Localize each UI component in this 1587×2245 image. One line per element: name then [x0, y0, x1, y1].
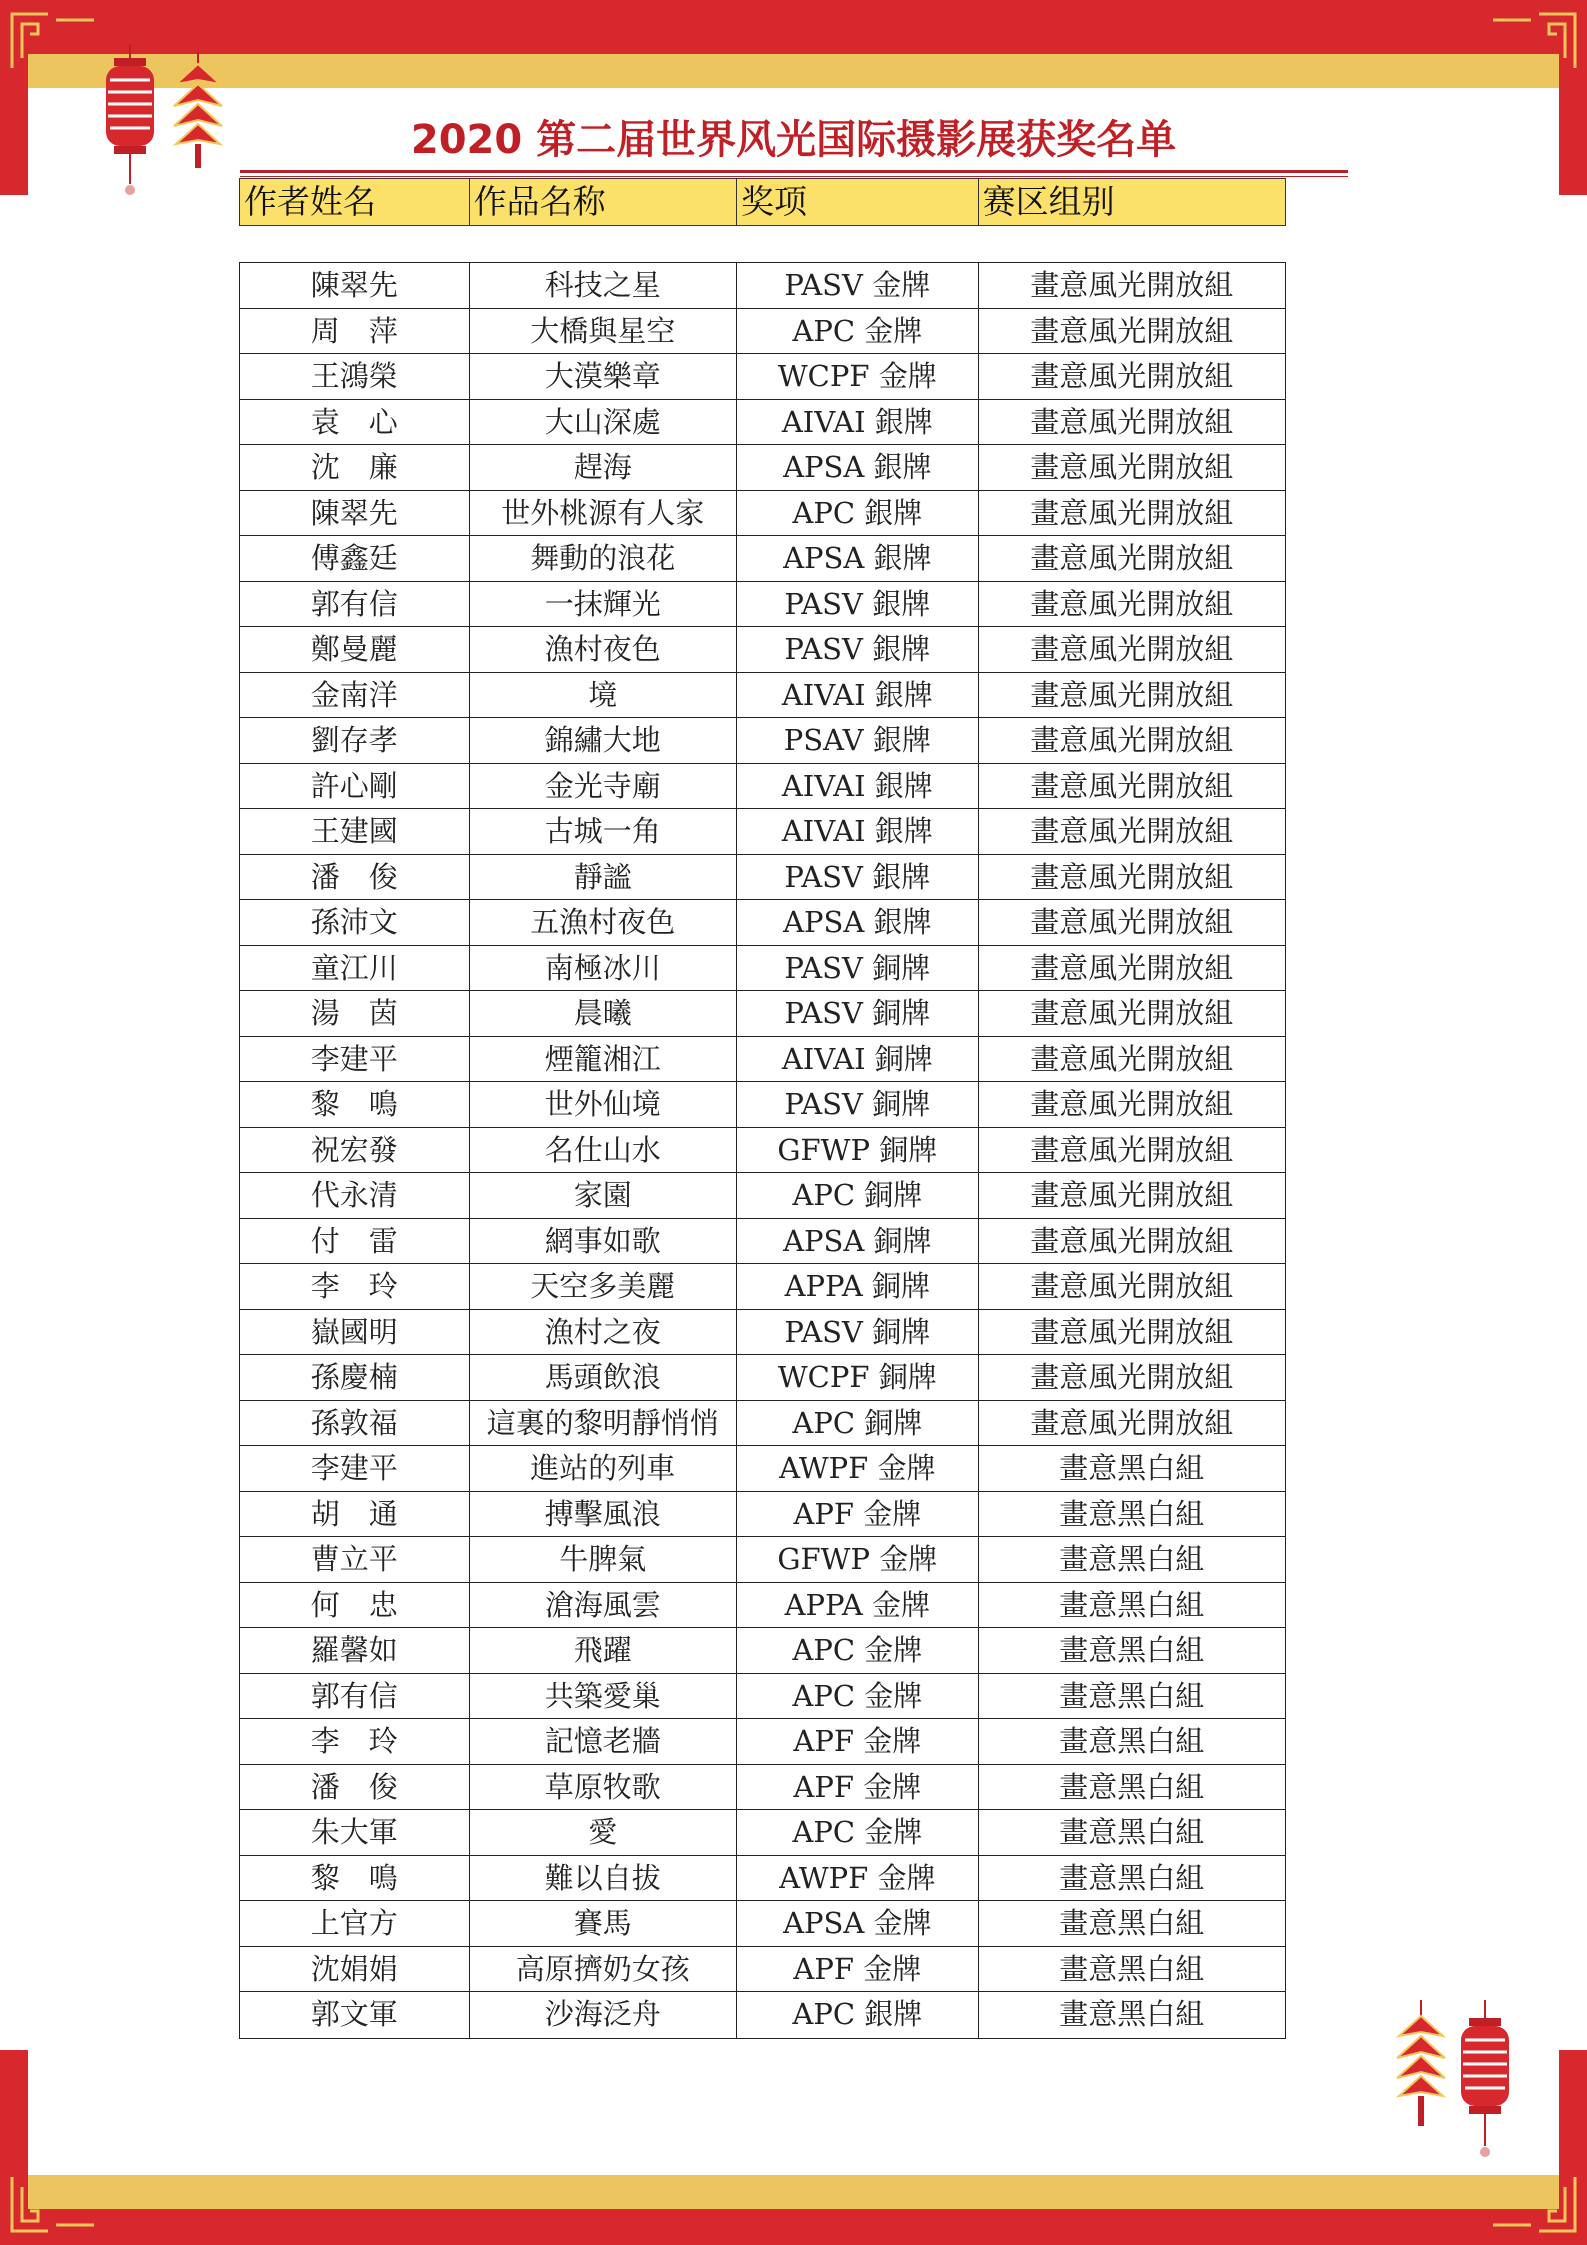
group-cell: 畫意風光開放組: [979, 1082, 1285, 1128]
work-cell: 世外仙境: [470, 1082, 737, 1128]
author-cell: 黎 鳴: [240, 1856, 470, 1902]
group-cell: 畫意黑白組: [979, 1583, 1285, 1629]
work-cell: 名仕山水: [470, 1128, 737, 1174]
author-cell: 黎 鳴: [240, 1082, 470, 1128]
work-cell: 趕海: [470, 445, 737, 491]
author-cell: 沈 廉: [240, 445, 470, 491]
work-cell: 漁村之夜: [470, 1310, 737, 1356]
table-row: [240, 1765, 1285, 1811]
group-cell: 畫意風光開放組: [979, 491, 1285, 537]
author-cell: 孫敦福: [240, 1401, 470, 1447]
award-cell: APC 銀牌: [737, 1992, 979, 2038]
table-row: [240, 1492, 1285, 1538]
author-cell: 潘 俊: [240, 855, 470, 901]
author-cell: 陳翠先: [240, 263, 470, 309]
table-row: [240, 1856, 1285, 1902]
author-cell: 上官方: [240, 1901, 470, 1947]
award-cell: APF 金牌: [737, 1765, 979, 1811]
group-cell: 畫意風光開放組: [979, 809, 1285, 855]
corner-pattern-top-right-icon: [1489, 8, 1579, 78]
work-cell: 牛脾氣: [470, 1537, 737, 1583]
author-cell: 童江川: [240, 946, 470, 992]
work-cell: 草原牧歌: [470, 1765, 737, 1811]
award-cell: APF 金牌: [737, 1492, 979, 1538]
author-cell: 郭文軍: [240, 1992, 470, 2038]
group-cell: 畫意黑白組: [979, 1810, 1285, 1856]
award-cell: APC 金牌: [737, 1674, 979, 1720]
award-cell: PASV 銀牌: [737, 855, 979, 901]
group-cell: 畫意風光開放組: [979, 718, 1285, 764]
table-row: [240, 1310, 1285, 1356]
group-cell: 畫意風光開放組: [979, 991, 1285, 1037]
table-row: [240, 1810, 1285, 1856]
work-cell: 大山深處: [470, 400, 737, 446]
award-cell: APC 金牌: [737, 1628, 979, 1674]
author-cell: 王建國: [240, 809, 470, 855]
table-row: [240, 1355, 1285, 1401]
work-cell: 網事如歌: [470, 1219, 737, 1265]
corner-pattern-bottom-right-icon: [1489, 2167, 1579, 2237]
author-cell: 沈娟娟: [240, 1947, 470, 1993]
author-cell: 傅鑫廷: [240, 536, 470, 582]
table-row: [240, 354, 1285, 400]
table-header: [239, 178, 1286, 226]
author-cell: 李 玲: [240, 1264, 470, 1310]
work-cell: 舞動的浪花: [470, 536, 737, 582]
author-cell: 金南洋: [240, 673, 470, 719]
author-cell: 付 雷: [240, 1219, 470, 1265]
author-cell: 何 忠: [240, 1583, 470, 1629]
award-cell: GFWP 金牌: [737, 1537, 979, 1583]
award-cell: PASV 銅牌: [737, 1310, 979, 1356]
group-cell: 畫意風光開放組: [979, 1219, 1285, 1265]
table-row: [240, 1537, 1285, 1583]
table-row: [240, 1992, 1285, 2038]
group-cell: 畫意風光開放組: [979, 1128, 1285, 1174]
award-cell: PASV 銀牌: [737, 582, 979, 628]
title-underline-thin: [240, 176, 1348, 177]
group-cell: 畫意黑白組: [979, 1765, 1285, 1811]
award-cell: APPA 銅牌: [737, 1264, 979, 1310]
table-row: [240, 1901, 1285, 1947]
author-cell: 代永清: [240, 1173, 470, 1219]
work-cell: 記憶老牆: [470, 1719, 737, 1765]
group-cell: 畫意黑白組: [979, 1856, 1285, 1902]
header-group: 赛区组别: [982, 182, 1115, 221]
group-cell: 畫意黑白組: [979, 1901, 1285, 1947]
work-cell: 金光寺廟: [470, 764, 737, 810]
author-cell: 王鴻榮: [240, 354, 470, 400]
group-cell: 畫意風光開放組: [979, 1173, 1285, 1219]
group-cell: 畫意風光開放組: [979, 1355, 1285, 1401]
work-cell: 五漁村夜色: [470, 900, 737, 946]
author-cell: 李建平: [240, 1037, 470, 1083]
work-cell: 靜謐: [470, 855, 737, 901]
table-row: [240, 764, 1285, 810]
table-row: [240, 1173, 1285, 1219]
table-row: [240, 1082, 1285, 1128]
lantern-decoration-bottom-icon: [1387, 2000, 1517, 2175]
work-cell: 一抹輝光: [470, 582, 737, 628]
author-cell: 陳翠先: [240, 491, 470, 537]
award-cell: APC 銀牌: [737, 491, 979, 537]
group-cell: 畫意風光開放組: [979, 309, 1285, 355]
table-row: [240, 1719, 1285, 1765]
group-cell: 畫意風光開放組: [979, 627, 1285, 673]
work-cell: 家園: [470, 1173, 737, 1219]
award-cell: APC 金牌: [737, 1810, 979, 1856]
group-cell: 畫意風光開放組: [979, 354, 1285, 400]
work-cell: 進站的列車: [470, 1446, 737, 1492]
award-cell: APSA 銅牌: [737, 1219, 979, 1265]
award-cell: APPA 金牌: [737, 1583, 979, 1629]
corner-pattern-bottom-left-icon: [8, 2167, 98, 2237]
work-cell: 天空多美麗: [470, 1264, 737, 1310]
group-cell: 畫意黑白組: [979, 1947, 1285, 1993]
group-cell: 畫意黑白組: [979, 1492, 1285, 1538]
table-row: [240, 900, 1285, 946]
group-cell: 畫意風光開放組: [979, 582, 1285, 628]
frame-top-gold-band: [0, 54, 1587, 88]
award-cell: APC 銅牌: [737, 1401, 979, 1447]
work-cell: 境: [470, 673, 737, 719]
table-row: [240, 263, 1285, 309]
author-cell: 曹立平: [240, 1537, 470, 1583]
award-cell: GFWP 銅牌: [737, 1128, 979, 1174]
work-cell: 滄海風雲: [470, 1583, 737, 1629]
work-cell: 共築愛巢: [470, 1674, 737, 1720]
group-cell: 畫意黑白組: [979, 1719, 1285, 1765]
work-cell: 煙籠湘江: [470, 1037, 737, 1083]
table-row: [240, 1264, 1285, 1310]
work-cell: 難以自拔: [470, 1856, 737, 1902]
group-cell: 畫意風光開放組: [979, 263, 1285, 309]
table-row: [240, 991, 1285, 1037]
author-cell: 劉存孝: [240, 718, 470, 764]
group-cell: 畫意黑白組: [1059, 1997, 1205, 2031]
author-cell: 郭有信: [240, 1674, 470, 1720]
group-cell: 畫意風光開放組: [979, 855, 1285, 901]
group-cell: 畫意黑白組: [979, 1674, 1285, 1720]
award-cell: AIVAI 銀牌: [737, 673, 979, 719]
table-row: [240, 1128, 1285, 1174]
table-row: [240, 1947, 1285, 1993]
table-row: [240, 309, 1285, 355]
author-cell: 郭有信: [240, 582, 470, 628]
award-cell: APF 金牌: [737, 1947, 979, 1993]
group-cell: 畫意黑白組: [979, 1446, 1285, 1492]
corner-pattern-top-left-icon: [8, 8, 98, 78]
author-cell: 羅馨如: [240, 1628, 470, 1674]
group-cell: 畫意風光開放組: [979, 1310, 1285, 1356]
award-cell: AIVAI 銀牌: [737, 400, 979, 446]
work-cell: 賽馬: [470, 1901, 737, 1947]
work-cell: 愛: [470, 1810, 737, 1856]
author-cell: 李 玲: [240, 1719, 470, 1765]
frame-bottom-gold-band: [0, 2175, 1587, 2209]
author-cell: 孫慶楠: [240, 1355, 470, 1401]
work-cell: 大橋與星空: [470, 309, 737, 355]
group-cell: 畫意風光開放組: [979, 400, 1285, 446]
table-row: [240, 491, 1285, 537]
awards-table: [239, 262, 1286, 2039]
award-cell: WCPF 銅牌: [737, 1355, 979, 1401]
group-cell: 畫意風光開放組: [979, 900, 1285, 946]
award-cell: AWPF 金牌: [737, 1446, 979, 1492]
table-row: [240, 400, 1285, 446]
table-row: [240, 946, 1285, 992]
award-cell: PASV 銅牌: [737, 946, 979, 992]
frame-top-red-band: [0, 0, 1587, 54]
table-row: [240, 1628, 1285, 1674]
table-row: [240, 1583, 1285, 1629]
table-row: [240, 1446, 1285, 1492]
award-cell: AIVAI 銀牌: [737, 764, 979, 810]
group-cell: 畫意風光開放組: [979, 673, 1285, 719]
author-cell: 許心剛: [240, 764, 470, 810]
group-cell: 畫意風光開放組: [979, 1264, 1285, 1310]
group-cell: 畫意風光開放組: [979, 764, 1285, 810]
work-cell: 漁村夜色: [470, 627, 737, 673]
work-cell: 古城一角: [470, 809, 737, 855]
work-cell: 晨曦: [470, 991, 737, 1037]
work-cell: 高原擠奶女孩: [470, 1947, 737, 1993]
author-cell: 潘 俊: [240, 1765, 470, 1811]
award-cell: WCPF 金牌: [737, 354, 979, 400]
table-row: [240, 1219, 1285, 1265]
author-cell: 周 萍: [240, 309, 470, 355]
award-cell: AIVAI 銅牌: [737, 1037, 979, 1083]
header-award: 奖项: [737, 179, 979, 225]
award-cell: APSA 金牌: [737, 1901, 979, 1947]
table-row: [240, 1037, 1285, 1083]
work-cell: 這裏的黎明靜悄悄: [470, 1401, 737, 1447]
header-work: 作品名称: [470, 179, 737, 225]
author-cell: 朱大軍: [240, 1810, 470, 1856]
header-author: 作者姓名: [240, 179, 470, 225]
award-cell: PASV 銅牌: [737, 1082, 979, 1128]
table-row: [240, 1401, 1285, 1447]
work-cell: 大漠樂章: [470, 354, 737, 400]
author-cell: 祝宏發: [240, 1128, 470, 1174]
award-cell: PSAV 銀牌: [737, 718, 979, 764]
table-row: [240, 536, 1285, 582]
group-cell: 畫意黑白組: [979, 1537, 1285, 1583]
award-cell: APF 金牌: [737, 1719, 979, 1765]
table-row: [240, 582, 1285, 628]
table-row: [240, 673, 1285, 719]
work-cell: 馬頭飲浪: [470, 1355, 737, 1401]
work-cell: 搏擊風浪: [470, 1492, 737, 1538]
author-cell: 胡 通: [240, 1492, 470, 1538]
award-cell: APSA 銀牌: [737, 900, 979, 946]
author-cell: 湯 茵: [240, 991, 470, 1037]
group-cell: 畫意風光開放組: [979, 445, 1285, 491]
table-row: [240, 855, 1285, 901]
table-row: [240, 718, 1285, 764]
award-cell: APSA 銀牌: [737, 536, 979, 582]
work-cell: 南極冰川: [470, 946, 737, 992]
award-cell: AIVAI 銀牌: [737, 809, 979, 855]
award-cell: APC 金牌: [737, 309, 979, 355]
work-cell: 科技之星: [470, 263, 737, 309]
group-cell: 畫意風光開放組: [979, 536, 1285, 582]
table-row: [240, 1674, 1285, 1720]
work-cell: 世外桃源有人家: [470, 491, 737, 537]
award-cell: APC 銅牌: [737, 1173, 979, 1219]
author-cell: 李建平: [240, 1446, 470, 1492]
title-underline: [240, 170, 1348, 173]
group-cell: 畫意風光開放組: [979, 946, 1285, 992]
author-cell: 袁 心: [240, 400, 470, 446]
author-cell: 鄭曼麗: [240, 627, 470, 673]
award-cell: APSA 銀牌: [737, 445, 979, 491]
author-cell: 孫沛文: [240, 900, 470, 946]
award-cell: PASV 銀牌: [737, 627, 979, 673]
group-cell: 畫意黑白組: [979, 1628, 1285, 1674]
table-row: [240, 627, 1285, 673]
frame-bottom-red-band: [0, 2209, 1587, 2245]
award-cell: PASV 銅牌: [737, 991, 979, 1037]
award-cell: AWPF 金牌: [737, 1856, 979, 1902]
page-title: 2020 第二届世界风光国际摄影展获奖名单: [410, 117, 1177, 163]
table-row: [240, 445, 1285, 491]
award-cell: PASV 金牌: [737, 263, 979, 309]
table-row: [240, 809, 1285, 855]
work-cell: 沙海泛舟: [470, 1992, 737, 2038]
group-cell: 畫意風光開放組: [979, 1037, 1285, 1083]
group-cell: 畫意風光開放組: [979, 1401, 1285, 1447]
work-cell: 飛躍: [470, 1628, 737, 1674]
work-cell: 錦繡大地: [470, 718, 737, 764]
author-cell: 嶽國明: [240, 1310, 470, 1356]
